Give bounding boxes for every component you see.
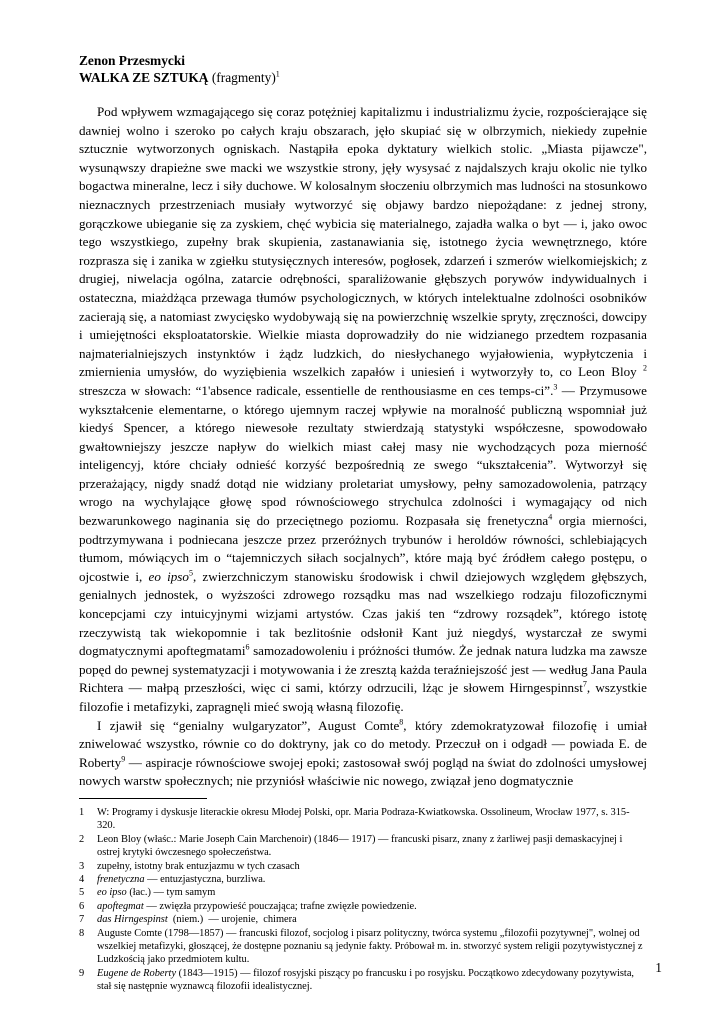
footnote-text: — zwięzła przypowieść pouczająca; trafne zwięzłe powiedzenie. <box>143 900 417 912</box>
footnote <box>79 860 647 873</box>
footnote-ref: 1 <box>275 69 280 79</box>
footnote-number: 5 <box>79 887 85 899</box>
text-run: , wszystkie filozofie i metafizyki, zapragnęli mieć swoją własną filozofię. <box>79 680 647 714</box>
footnote <box>79 873 647 886</box>
paragraph-1 <box>79 103 647 717</box>
document-page <box>79 52 647 994</box>
footnote <box>79 913 647 926</box>
text-run: I zjawił się “genialny wulgaryzator”, August Comte <box>97 717 400 733</box>
footnote-number: 8 <box>79 927 85 939</box>
footnote <box>79 967 647 994</box>
footnote-text: W: Programy i dyskusje literackie okresu Młodej Polski, opr. Maria Podraza-Kwiatkowska. Ossolineum, Wrocław 1977, s. 315-320. <box>97 806 630 832</box>
footnote-text: — entuzjastyczna, burzliwa. <box>144 874 266 885</box>
footnote-text: (łac.) — tym samym <box>126 887 216 899</box>
footnote-text: zupełny, istotny brak entuzjazmu w tych czasach <box>97 860 300 872</box>
document-title <box>79 69 647 86</box>
footnote-ref: 6 <box>245 642 250 652</box>
footnote-term: frenetyczna <box>97 874 145 885</box>
footnote <box>79 806 647 833</box>
footnote-term: eo ipso <box>97 887 127 899</box>
footnote-number: 9 <box>79 967 85 979</box>
footnote-number: 1 <box>79 806 85 818</box>
footnote-number: 3 <box>79 860 85 872</box>
text-run: — Przymusowe wykształcenie elementarne, o którego ujemnym raczej wpływie na moralność publiczną wspomniał już kiedyś Spencer, a którego niewesołe rezultaty stwierdzają statystyki współczesne, spowodowało gwałtowniejszy jeszcze napływ do wielkich miast całej masy nie wychodzących poza mierność inteligencyj, które chciały odnieść korzyść bezpośrednią ze swego “ukształcenia”. Wytworzył się przerażający, nigdy snadź dotąd nie widziany proletariat umysłowy, pełny samozadowolenia, patrzący wrogo na wychylające głowę spod równościowego strychulca zdolności i wymagający od nich bezwarunkowego naginania się do przeciętnego poziomu. Rozpasała się frenetyczna <box>79 382 647 529</box>
footnote-ref: 4 <box>548 512 553 522</box>
body-text <box>79 103 647 791</box>
text-run: streszcza w słowach: “1'absence radicale, essentielle de renthousiasme en ces temps-ci”. <box>79 382 554 398</box>
footnote-text: (niem.) — urojenie, chimera <box>167 914 297 926</box>
title-text: WALKA ZE SZTUKĄ <box>79 70 209 85</box>
text-run: , zwierzchniczym stanowisku środowisk i chwil dziejowych względem głębszych, genialnych jednostek, o wyższości zdrowego rozsądku mas nad wszelkiego rodzaju filozoficznymi koncepcjami czy intuicyjnymi wizjami artystów. Czas jakiś ten “zdrowy rozsądek”, którego istotę rzeczywistą tak wiekopomnie i tak bezlitośnie odsłonił Kant już niegdyś, wystarczał ze swymi dogmatycznymi apoftegmatami <box>79 568 647 659</box>
footnote-text: (1843—1915) — filozof rosyjski piszący po francusku i po rosyjsku. Początkowo zdecydowany pozytywista, stał się następnie wyznawcą filozofii idealistycznej. <box>97 967 635 993</box>
footnote-ref: 9 <box>121 754 126 764</box>
footnote-number: 6 <box>79 900 85 912</box>
text-run: Pod wpływem wzmagającego się coraz potężniej kapitalizmu i industrializmu życie, rozpościerające się dawniej wolno i szeroko po całych kraju obszarach, jęło skupiać się w olbrzymich, niekiedy zupełnie sztucznie wytworzonych ogniskach. Nastąpiła epoka dyktatury wielkich stolic. „Miasta pijawcze", wysunąwszy drapieżne swe macki we wszystkie strony, jęły wysysać z najdalszych kraju okolic nie tylko bogactwa mineralne, lecz i siły duchowe. W kolosalnym słoczeniu olbrzymich mas ludności na stosunkowo nieznacznych przestrzeniach musiały wytworzyć się objawy bardzo niepożądane: z jednej strony, gorączkowe ubieganie się za zyskiem, chęć wybicia się materialnego, zajadła walka o byt — i, jako owoc tego wszystkiego, zupełny brak skupienia, zastanawiania się, istotnego życia wewnętrznego, które rozprasza się i zanika w zgiełku stutysięcznych interesów, pogłosek, zdarzeń i szmerów wielkomiejskich; z drugiej, niwelacja ogólna, zatarcie odrębności, sparaliżowanie głębszych porywów indywidualnych i ostateczna, miażdżąca przewaga tłumów psychologicznych, w których intelektualne zdolności osobników zacierają się, a natomiast zwycięsko wydobywają się na powierzchnię wszelkie spryty, zręczności, dowcipy i umiejętności eksploatatorskie. Wielkie miasta doprowadziły do nie widzianego przedtem rozpasania najmaterialniejszych instynktów i żądz ludzkich, do niesłychanego wyjałowienia, wypłytczenia i zmiernienia umysłów, do wyziębienia wszelkich zapałów i uniesień i wytworzyły to, co Leon Bloy <box>79 104 647 380</box>
footnote-number: 2 <box>79 833 85 845</box>
footnote <box>79 927 647 967</box>
author-name: Zenon Przesmycki <box>79 53 185 68</box>
footnote-text: Leon Bloy (właśc.: Marie Joseph Cain Marchenoir) (1846— 1917) — francuski pisarz, znany z żarliwej pasji demaskacyjnej i ostrej krytyki ówczesnego społeczeństwa. <box>97 833 623 859</box>
footnote-number: 7 <box>79 914 85 926</box>
text-run: orgia mierności, podtrzymywana i podniecana jeszcze przez przeróżnych trybunów i heroldów równości, schlebiających tłumom, mówiących im o “tajemniczych siłach socjalnych”, które mają być źródłem całego postępu, o ojcostwie i, <box>79 513 647 584</box>
footnote-separator <box>79 798 207 799</box>
footnote-ref: 7 <box>582 680 587 690</box>
footnote-ref: 5 <box>188 568 193 578</box>
footnote-number: 4 <box>79 874 85 885</box>
footnote-ref: 3 <box>553 382 558 392</box>
title-suffix: (fragmenty) <box>208 70 276 85</box>
footnote <box>79 833 647 860</box>
footnote <box>79 886 647 899</box>
footnote-term: das Hirngespinst <box>97 914 168 926</box>
text-run: — aspiracje równościowe swojej epoki; zastosował swój pogląd na świat do zdolności umysłowej nowych warstw społecznych; nie przyniósł właściwie nic nowego, związał jeno dogmatycznie <box>79 754 647 789</box>
paragraph-2 <box>79 717 647 791</box>
footnote-text: Auguste Comte (1798—1857) — francuski filozof, socjolog i pisarz polityczny, twórca systemu „filozofii pozytywnej", wolnej od wszelkiej metafizyki, głoszącej, że dostępne poznaniu są jedynie fakty. Próbował m. in. stworzyć system religii pozytywistycznej z Ludzkością jako przedmiotem kultu. <box>97 927 643 966</box>
footnote <box>79 900 647 913</box>
text-run: samozadowoleniu i próżności tłumów. Że jednak natura ludzka ma zawsze popęd do pewnej systematyzacji i motywowania i że zresztą każda teraźniejszość jest — według Jana Paula Richtera — małpą przeszłości, więc ci sami, którzy odrzucili, lżąc je słowem Hirngespinnst <box>79 643 647 696</box>
footnote-term: Eugene de Roberty <box>97 967 177 979</box>
footnote-ref: 8 <box>399 717 404 727</box>
footnote-term: apoftegmat <box>97 900 144 912</box>
footnotes <box>79 806 647 994</box>
footnote-ref: 2 <box>643 363 647 373</box>
text-run-italic: eo ipso <box>148 568 189 584</box>
text-run: , który zdemokratyzował filozofię i umiał zniwelować wszystko, równie co do doktryny, jak co do metody. Przeczuł on i odgadł — powiada E. de Roberty <box>79 717 647 770</box>
page-number: 1 <box>655 960 662 975</box>
